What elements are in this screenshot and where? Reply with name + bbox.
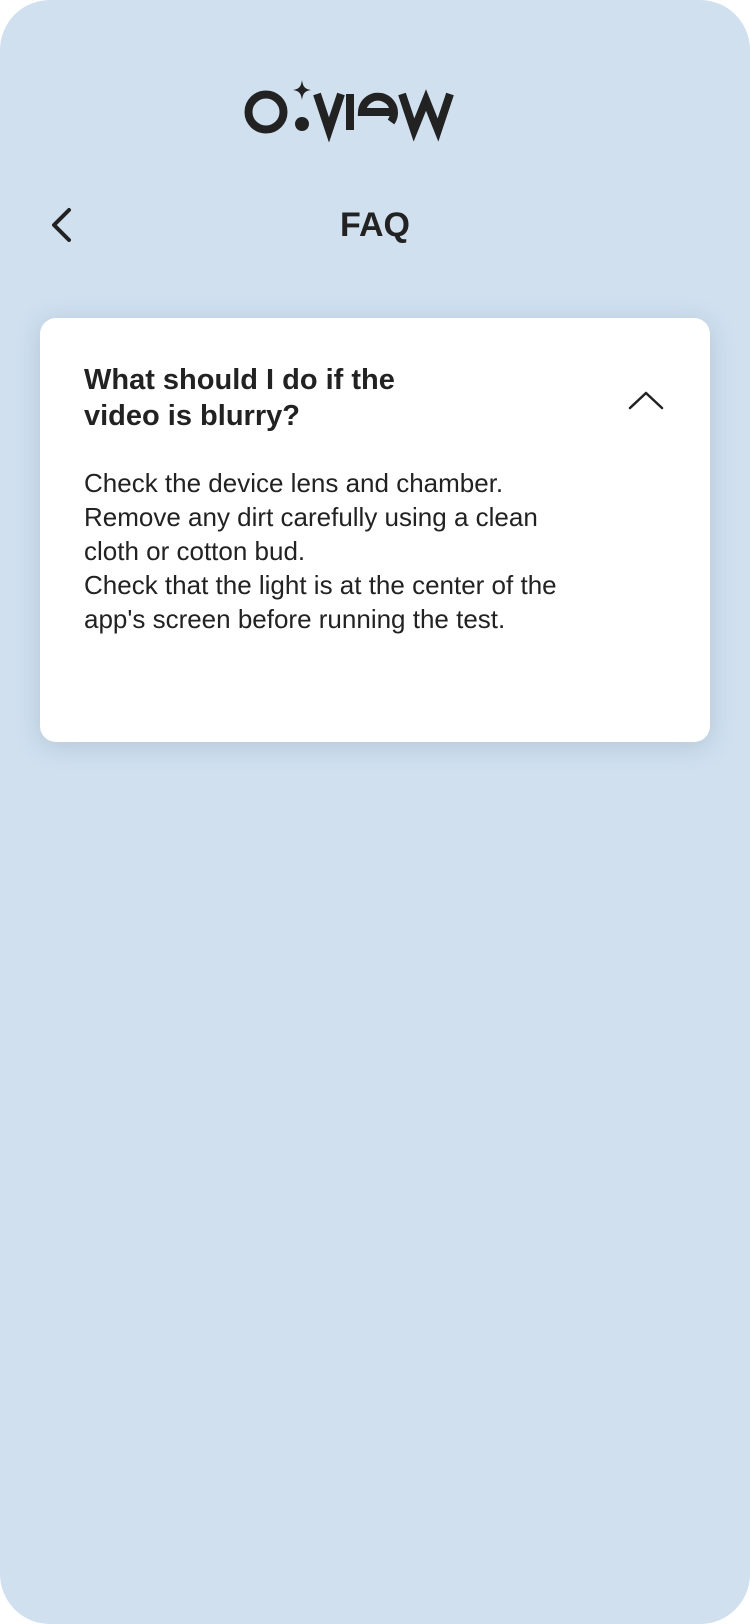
faq-answer-paragraph: Check the device lens and chamber. Remove any dirt carefully using a clean cloth or cotton bud.: [84, 468, 538, 566]
faq-question: What should I do if the video is blurry?: [84, 364, 395, 432]
faq-answer-paragraph: Check that the light is at the center of the app's screen before running the test.: [84, 570, 557, 634]
chevron-up-icon[interactable]: [626, 388, 666, 412]
faq-answer: [84, 466, 564, 636]
oview-logo-icon: [244, 80, 506, 142]
faq-card: [40, 318, 710, 742]
page-title: FAQ: [340, 206, 410, 244]
faq-question-toggle[interactable]: [84, 362, 684, 442]
brand-logo: [0, 80, 750, 142]
page-header: [0, 190, 750, 260]
